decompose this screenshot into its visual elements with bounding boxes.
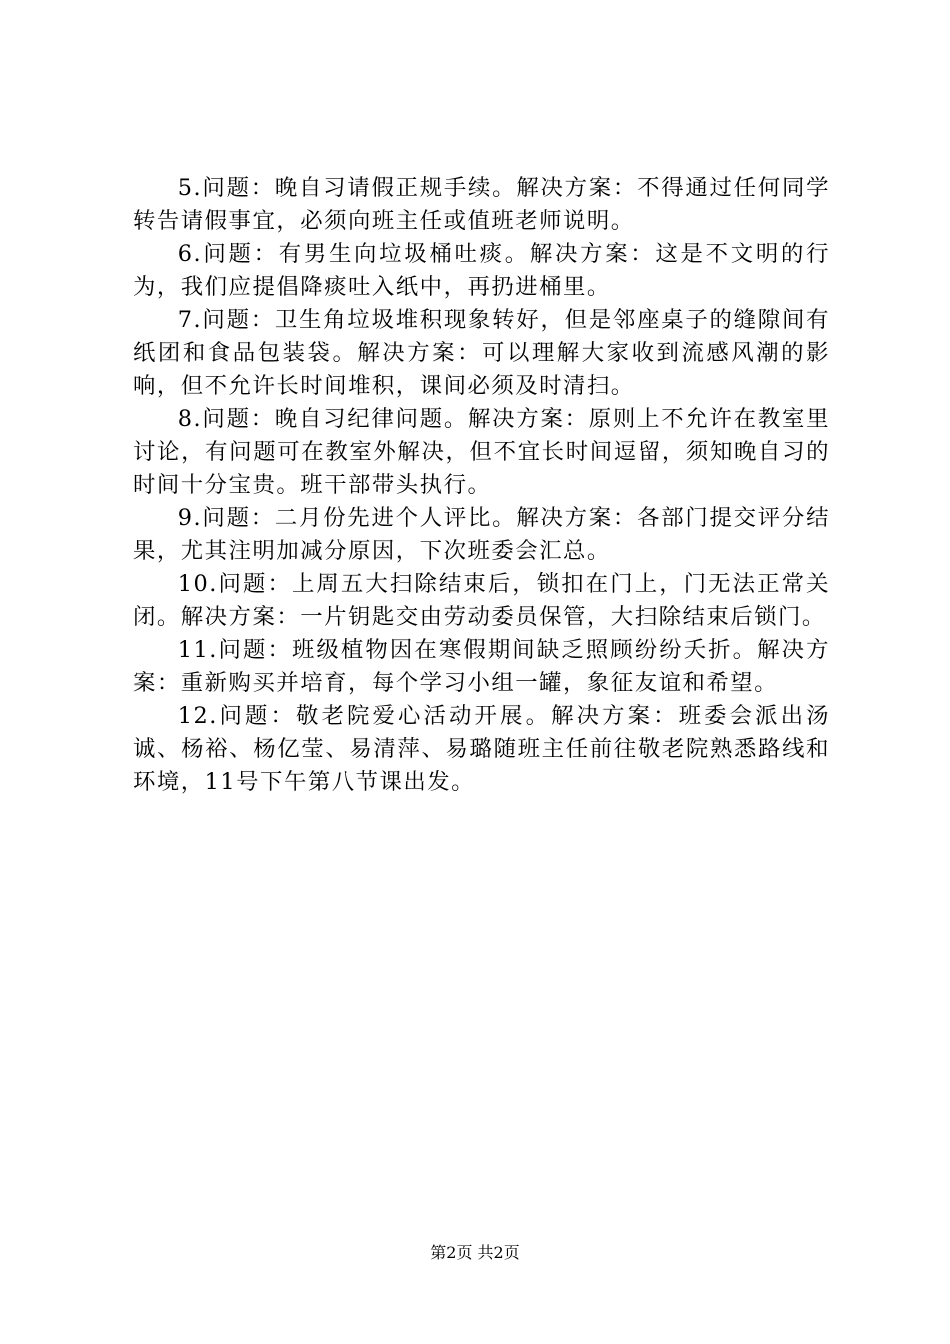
document-body (133, 172, 830, 799)
paragraph-item-10: 10.问题：上周五大扫除结束后，锁扣在门上，门无法正常关闭。解决方案：一片钥匙交由劳动委员保管，大扫除结束后锁门。 (133, 571, 830, 630)
paragraph-item-11: 11.问题：班级植物因在寒假期间缺乏照顾纷纷夭折。解决方案：重新购买并培育，每个学习小组一罐，象征友谊和希望。 (133, 637, 830, 696)
paragraph-item-12: 12.问题：敬老院爱心活动开展。解决方案：班委会派出汤诚、杨裕、杨亿莹、易清萍、易璐随班主任前往敬老院熟悉路线和环境，11号下午第八节课出发。 (133, 703, 830, 795)
paragraph-item-7: 7.问题：卫生角垃圾堆积现象转好，但是邻座桌子的缝隙间有纸团和食品包装袋。解决方案：可以理解大家收到流感风潮的影响，但不允许长时间堆积，课间必须及时清扫。 (133, 307, 830, 399)
paragraph-item-9: 9.问题：二月份先进个人评比。解决方案：各部门提交评分结果，尤其注明加减分原因，下次班委会汇总。 (133, 505, 830, 564)
paragraph-item-8: 8.问题：晚自习纪律问题。解决方案：原则上不允许在教室里讨论，有问题可在教室外解决，但不宜长时间逗留，须知晚自习的时间十分宝贵。班干部带头执行。 (133, 406, 830, 498)
paragraph-item-5: 5.问题：晚自习请假正规手续。解决方案：不得通过任何同学转告请假事宜，必须向班主任或值班老师说明。 (133, 175, 830, 234)
page-footer: 第2页 共2页 (430, 1243, 520, 1262)
paragraph-item-6: 6.问题：有男生向垃圾桶吐痰。解决方案：这是不文明的行为，我们应提倡降痰吐入纸中，再扔进桶里。 (133, 241, 830, 300)
